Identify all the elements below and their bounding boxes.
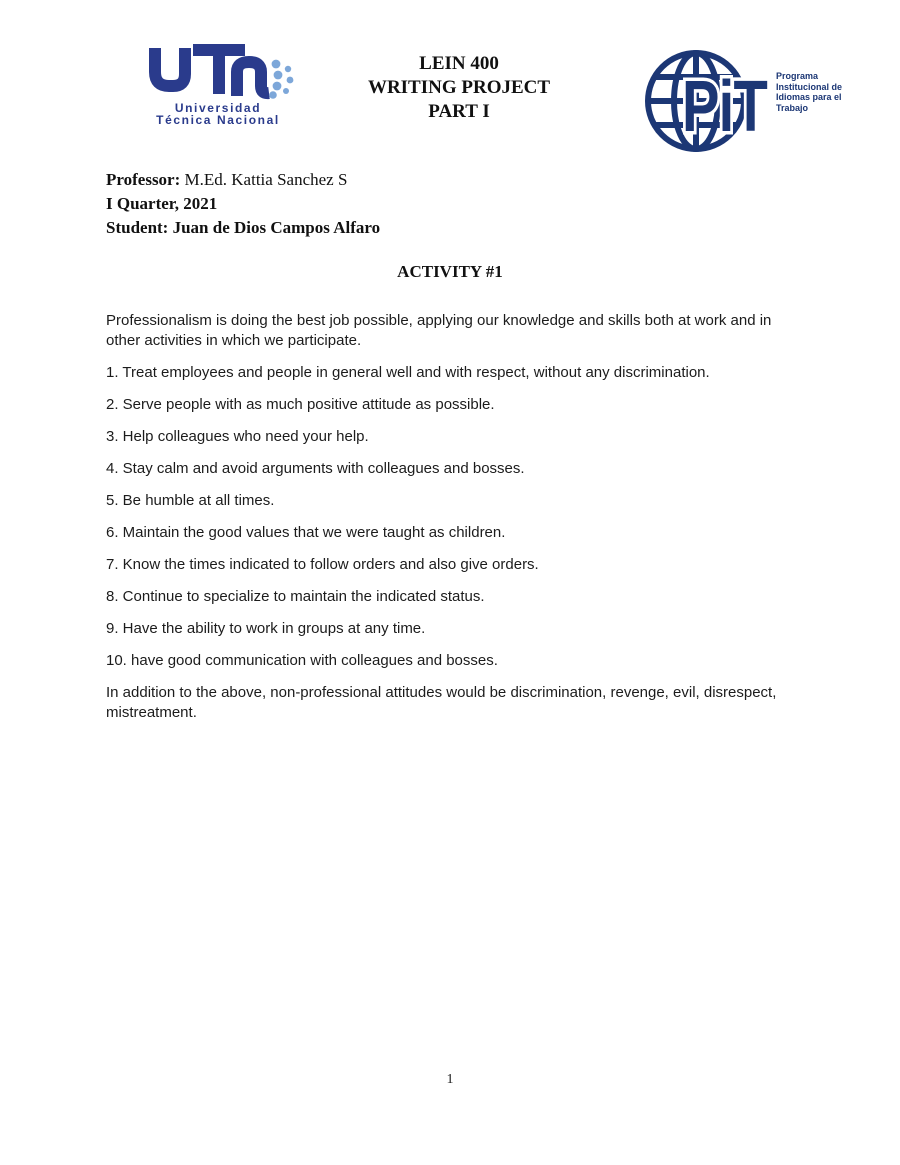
professor-label: Professor: bbox=[106, 170, 181, 189]
professor-name: M.Ed. Kattia Sanchez S bbox=[184, 170, 348, 189]
intro-paragraph: Professionalism is doing the best job possible, applying our knowledge and skills both at work and in other activities in which we participate. bbox=[106, 312, 772, 349]
pit-sub-line2: Institucional de bbox=[776, 81, 843, 92]
list-item-2: 2. Serve people with as much positive attitude as possible. bbox=[106, 396, 495, 413]
list-item-8: 8. Continue to specialize to maintain the indicated status. bbox=[106, 588, 485, 605]
document-header bbox=[0, 0, 900, 165]
professor-line bbox=[106, 168, 380, 192]
list-item-9: 9. Have the ability to work in groups at any time. bbox=[106, 620, 426, 637]
student-line: Student: Juan de Dios Campos Alfaro bbox=[106, 218, 381, 237]
course-info bbox=[106, 168, 380, 240]
title-line-3: PART I bbox=[428, 101, 490, 122]
title-line-2: WRITING PROJECT bbox=[367, 77, 551, 98]
activity-body bbox=[106, 311, 788, 735]
list-item-10: 10. have good communication with colleagues and bosses. bbox=[106, 652, 498, 669]
list-item-3: 3. Help colleagues who need your help. bbox=[106, 428, 369, 445]
quarter-line: I Quarter, 2021 bbox=[106, 194, 218, 213]
pit-sub-line4: Trabajo bbox=[776, 102, 809, 113]
title-line-1: LEIN 400 bbox=[419, 53, 499, 74]
list-item-5: 5. Be humble at all times. bbox=[106, 492, 275, 509]
page-footer bbox=[0, 1072, 900, 1088]
utn-logo-line2: Técnica Nacional bbox=[156, 113, 280, 127]
pit-logo-subtext bbox=[776, 71, 842, 113]
pit-acronym: PiT bbox=[682, 66, 768, 147]
page-number: 1 bbox=[446, 1072, 454, 1087]
list-item-7: 7. Know the times indicated to follow orders and also give orders. bbox=[106, 556, 539, 573]
pit-logo bbox=[636, 45, 856, 160]
activity-heading: ACTIVITY #1 bbox=[397, 262, 503, 281]
pit-sub-line1: Programa bbox=[776, 71, 819, 81]
list-item-1: 1. Treat employees and people in general well and with respect, without any discrimination. bbox=[106, 364, 710, 381]
list-item-6: 6. Maintain the good values that we were taught as children. bbox=[106, 524, 506, 541]
closing-paragraph: In addition to the above, non-professional attitudes would be discrimination, revenge, evil, disrespect, mistreatment. bbox=[106, 684, 777, 721]
list-item-4: 4. Stay calm and avoid arguments with colleagues and bosses. bbox=[106, 460, 525, 477]
pit-sub-line3: Idiomas para el bbox=[776, 92, 842, 102]
utn-logo-line1: Universidad bbox=[174, 101, 262, 115]
